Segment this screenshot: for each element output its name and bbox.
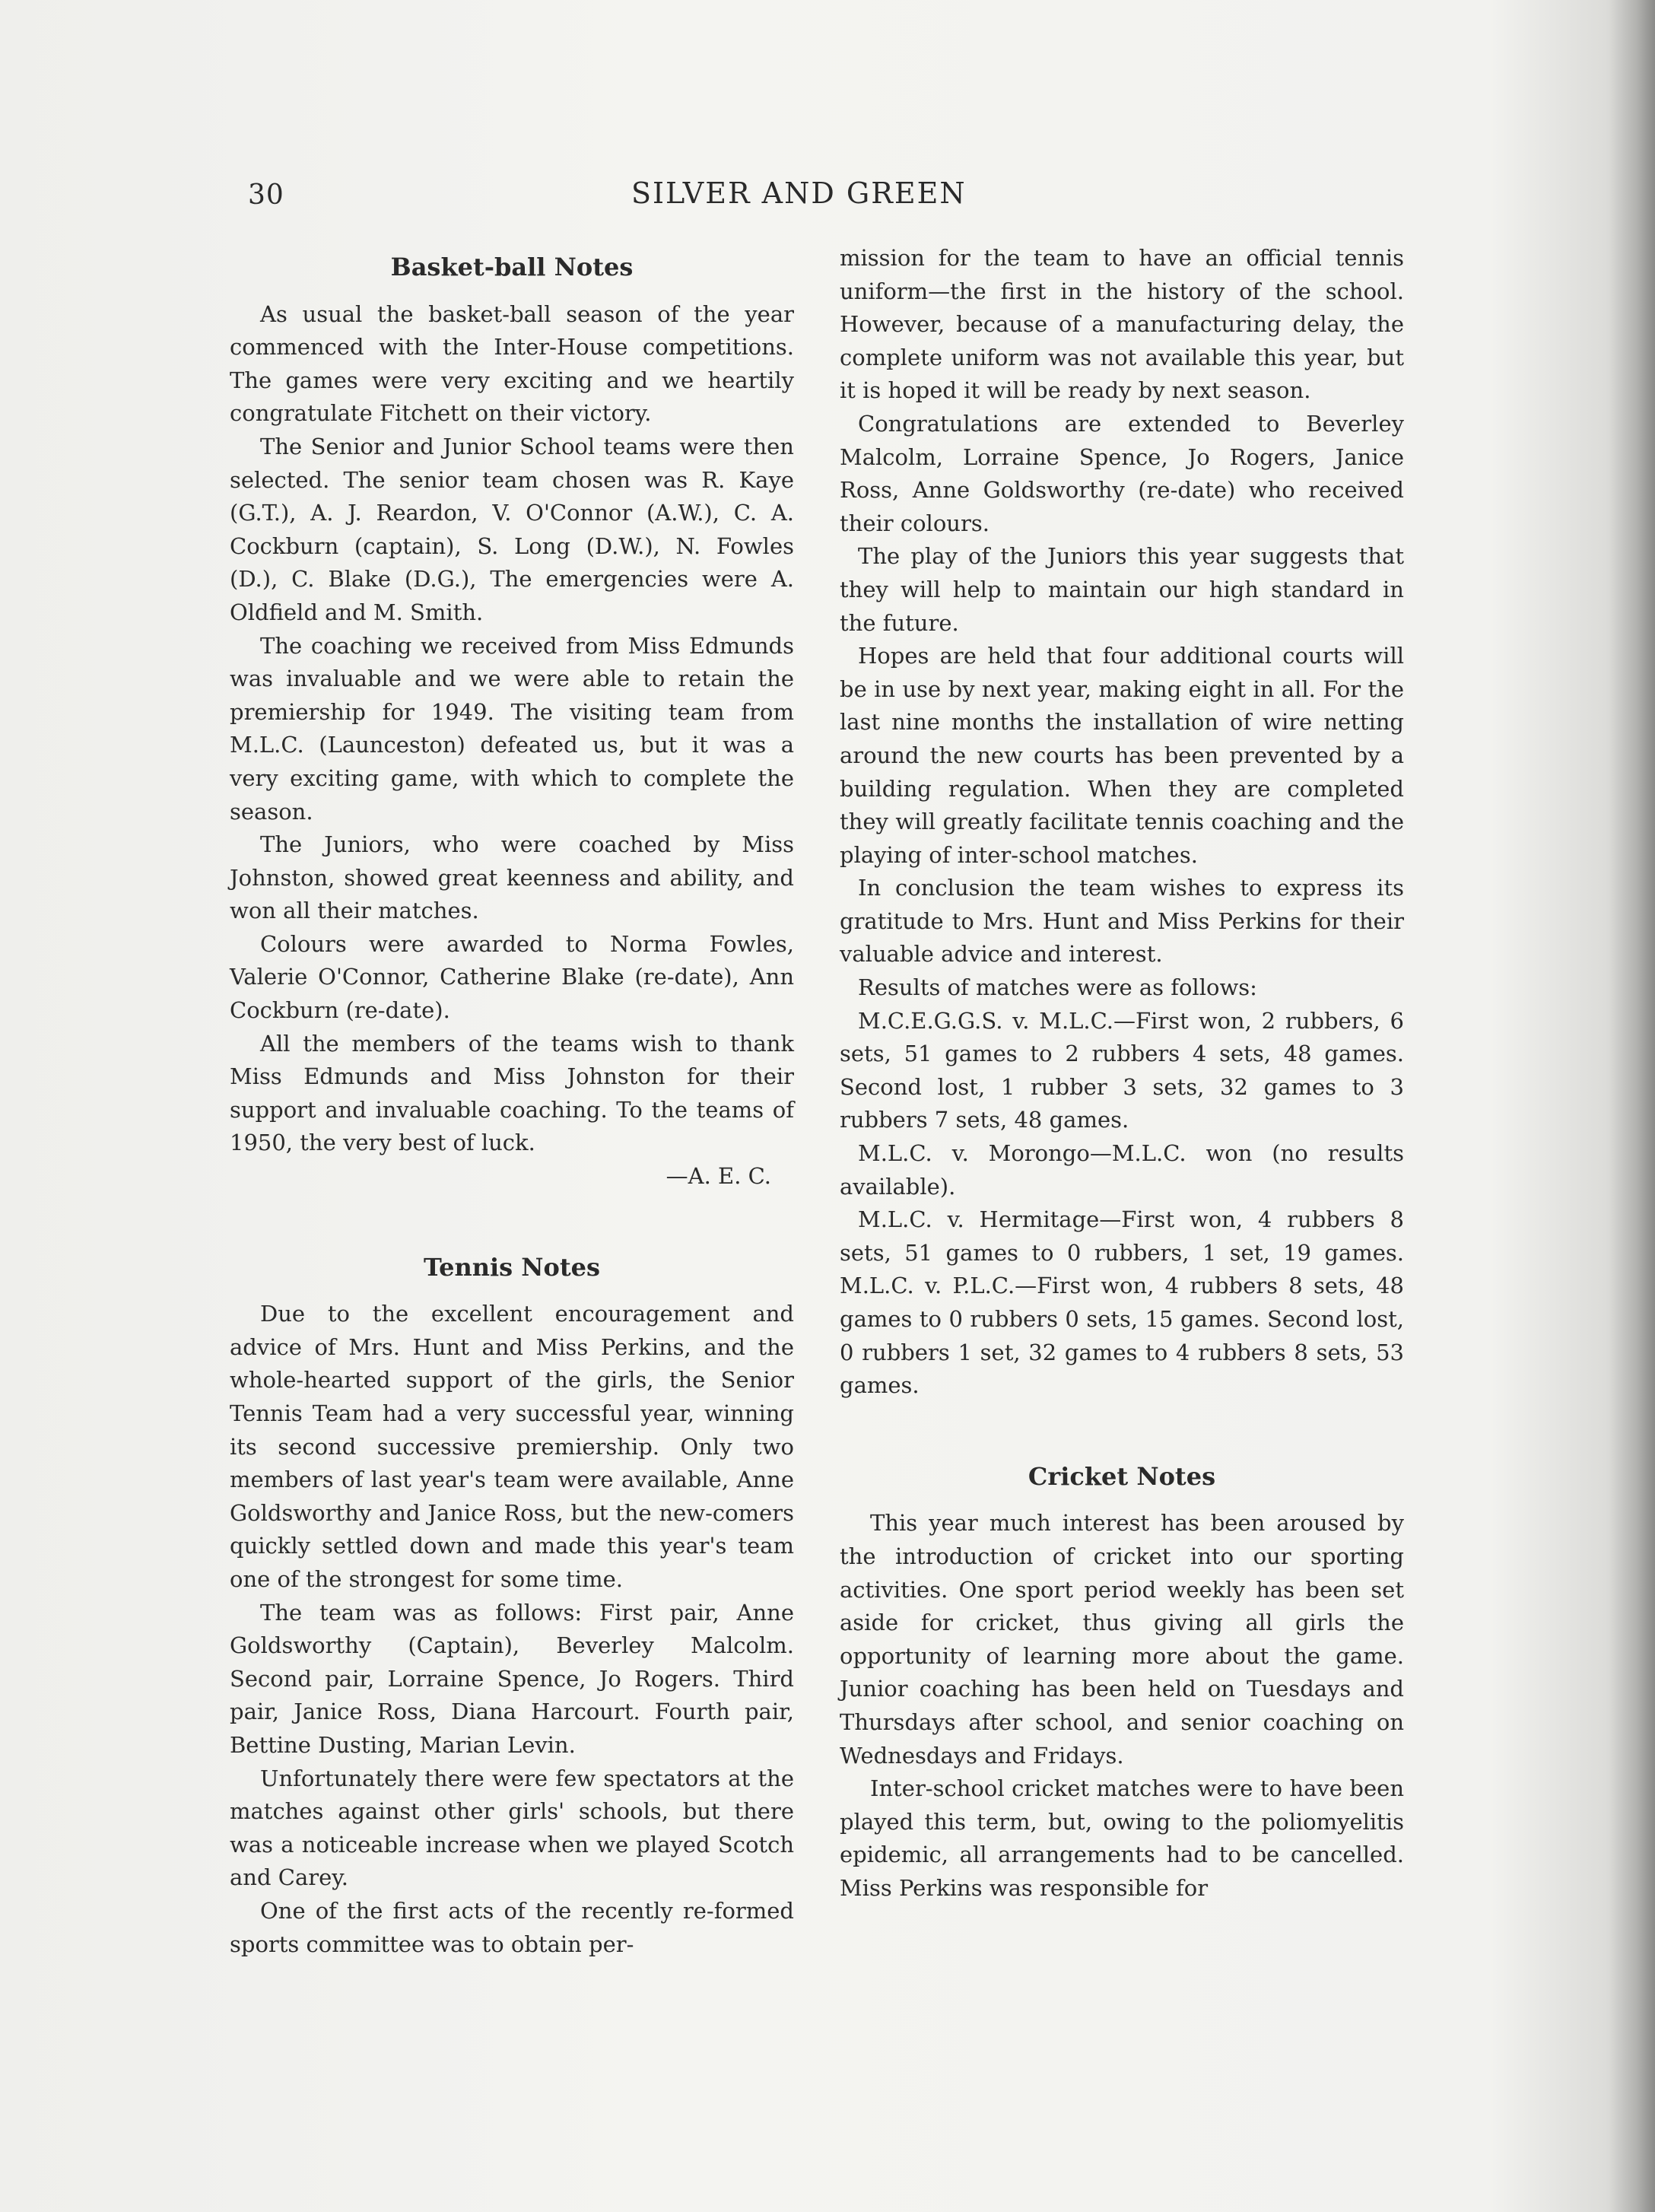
tennis-result: M.C.E.G.G.S. v. M.L.C.—First won, 2 rubbers, 6 sets, 51 games to 2 rubbers 4 sets, 48 games. Second lost, 1 rubber 3 sets, 32 games to 3 rubbers 7 sets, 48 games. <box>840 1007 1404 1133</box>
tennis-paragraph: The play of the Juniors this year suggests that they will help to maintain our high standard in the future. <box>840 543 1404 636</box>
tennis-paragraph: The team was as follows: First pair, Anne Goldsworthy (Captain), Beverley Malcolm. Second pair, Lorraine Spence, Jo Rogers. Third pair, Janice Ross, Diana Harcourt. Fourth pair, Bettine Dusting, Marian Levin. <box>230 1599 794 1758</box>
tennis-heading: Tennis Notes <box>423 1252 601 1282</box>
tennis-continuation: mission for the team to have an official tennis uniform—the first in the history of the school. However, because of a manufacturing delay, the complete uniform was not available this year, but it is hoped it will be ready by next season. <box>840 245 1404 404</box>
section-gap <box>230 1193 794 1242</box>
cricket-heading: Cricket Notes <box>1028 1461 1216 1491</box>
basketball-signature: —A. E. C. <box>665 1163 771 1190</box>
right-column <box>840 242 1404 1905</box>
cricket-paragraph: This year much interest has been aroused by the introduction of cricket into our sporting activities. One sport period weekly has been set aside for cricket, thus giving all girls the opportunity of learning more about the game. Junior coaching has been held on Tuesdays and Thursdays after school, and senior coaching on Wednesdays and Fridays. <box>840 1510 1404 1769</box>
basketball-paragraph: Colours were awarded to Norma Fowles, Valerie O'Connor, Catherine Blake (re-date), Ann Cockburn (re-date). <box>230 930 794 1024</box>
basketball-paragraph: As usual the basket-ball season of the year commenced with the Inter-House competitions. The games were very exciting and we heartily congratulate Fitchett on their victory. <box>230 300 794 427</box>
tennis-results-intro: Results of matches were as follows: <box>858 974 1257 1001</box>
basketball-paragraph: The Juniors, who were coached by Miss Johnston, showed great keenness and ability, and won all their matches. <box>230 831 794 924</box>
tennis-paragraph: In conclusion the team wishes to express its gratitude to Mrs. Hunt and Miss Perkins for their valuable advice and interest. <box>840 875 1404 968</box>
basketball-paragraph: The coaching we received from Miss Edmunds was invaluable and we were able to retain the premiership for 1949. The visiting team from M.L.C. (Launceston) defeated us, but it was a very exciting game, with which to complete the season. <box>230 632 794 825</box>
tennis-result: M.L.C. v. Hermitage—First won, 4 rubbers 8 sets, 51 games to 0 rubbers, 1 set, 19 games. M.L.C. v. P.L.C.—First won, 4 rubbers 8 sets, 48 games to 0 rubbers 0 sets, 15 games. Second lost, 0 rubbers 1 set, 32 games to 4 rubbers 8 sets, 53 games. <box>840 1206 1404 1399</box>
running-title: SILVER AND GREEN <box>631 176 967 210</box>
basketball-heading: Basket-ball Notes <box>390 253 634 281</box>
basketball-paragraph: The Senior and Junior School teams were then selected. The senior team chosen was R. Kaye (G.T.), A. J. Reardon, V. O'Connor (A.W.), C. A. Cockburn (captain), S. Long (D.W.), N. Fowles (D.), C. Blake (D.G.), The emergencies were A. Oldfield and M. Smith. <box>230 433 794 625</box>
page-edge-shadow <box>1609 0 1655 2212</box>
tennis-paragraph: One of the first acts of the recently re-formed sports committee was to obtain per- <box>230 1897 794 1957</box>
tennis-paragraph: Due to the excellent encouragement and advice of Mrs. Hunt and Miss Perkins, and the whole-hearted support of the girls, the Senior Tennis Team had a very successful year, winning its second successive premiership. Only two members of last year's team were available, Anne Goldsworthy and Janice Ross, but the new-comers quickly settled down and made this year's team one of the strongest for some time. <box>230 1301 794 1592</box>
tennis-paragraph: Unfortunately there were few spectators at the matches against other girls' schools, but there was a noticeable increase when we played Scotch and Carey. <box>230 1765 794 1891</box>
tennis-paragraph: Hopes are held that four additional courts will be in use by next year, making eight in all. For the last nine months the installation of wire netting around the new courts has been prevented by a building regulation. When they are completed they will greatly facilitate tennis coaching and the playing of inter-school matches. <box>840 643 1404 868</box>
left-column <box>230 242 794 1961</box>
cricket-paragraph: Inter-school cricket matches were to have been played this term, but, owing to the poliomyelitis epidemic, all arrangements had to be cancelled. Miss Perkins was responsible for <box>840 1775 1404 1901</box>
tennis-result: M.L.C. v. Morongo—M.L.C. won (no results available). <box>840 1140 1404 1200</box>
tennis-paragraph: Congratulations are extended to Beverley Malcolm, Lorraine Spence, Jo Rogers, Janice Ross, Anne Goldsworthy (re-date) who received their colours. <box>840 410 1404 536</box>
page-number: 30 <box>248 180 284 211</box>
basketball-paragraph: All the members of the teams wish to thank Miss Edmunds and Miss Johnston for their support and invaluable coaching. To the teams of 1950, the very best of luck. <box>230 1030 794 1156</box>
section-gap <box>840 1403 1404 1451</box>
